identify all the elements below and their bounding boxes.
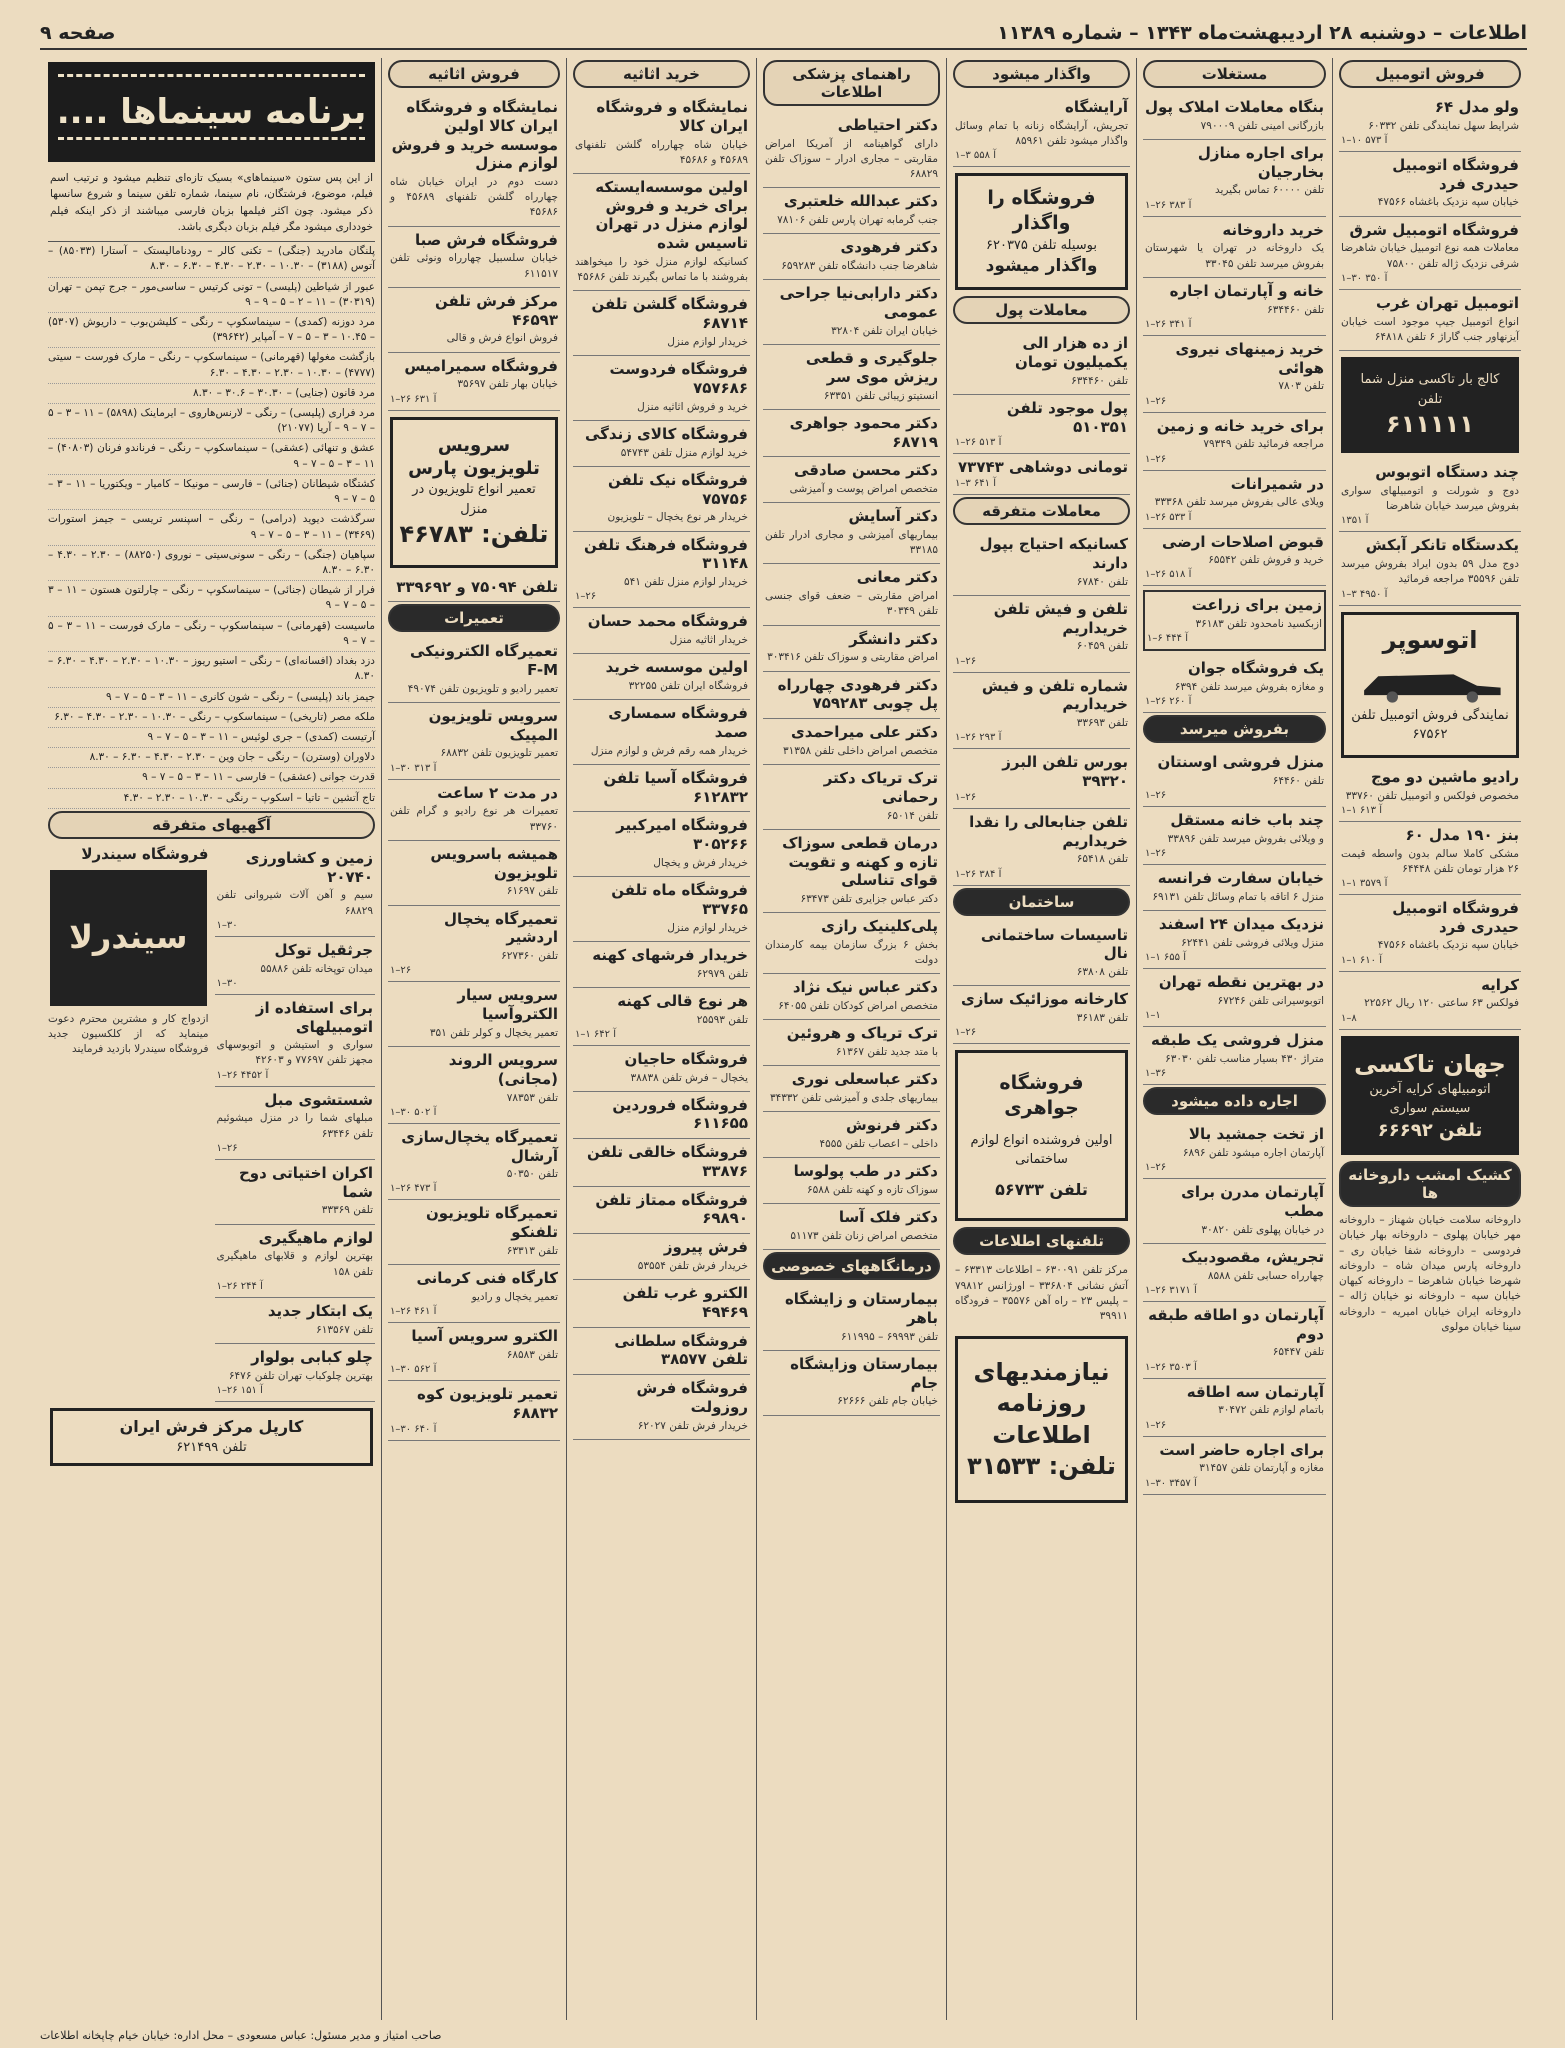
classified-ad: مرکز فرش تلفن ۴۶۵۹۳ فروش انواع فرش و قالی bbox=[388, 288, 560, 353]
classified-ad: همیشه باسرویس تلویزیون تلفن ۶۱۶۹۷ bbox=[388, 841, 560, 906]
section-heading: معاملات متفرقه bbox=[953, 497, 1130, 525]
classified-ad: قبوض اصلاحات ارضی خرید و فروش تلفن ۶۵۵۴۲ ۱–۲۶ آ ۵۱۸ bbox=[1143, 529, 1326, 587]
classified-ad: خیابان سفارت فرانسه منزل ۶ اتاقه با تمام وسائل تلفن ۶۹۱۳۱ bbox=[1143, 865, 1326, 911]
classified-ad: فروشگاه آسیا تلفن ۶۱۲۸۳۲ bbox=[573, 765, 750, 813]
classified-ad: فروشگاه ممتاز تلفن ۶۹۸۹۰ bbox=[573, 1187, 750, 1235]
classified-ad: تعمیر تلویزیون کوه ۶۸۸۳۲ ۱–۳۰ آ ۶۴۰ bbox=[388, 1381, 560, 1441]
car-illustration-icon bbox=[1350, 656, 1510, 706]
classified-ad: سرویس تلویزیون المپیک تعمیر تلویزیون تلفن ۶۸۸۳۲ ۱–۳۰ آ ۳۱۳ bbox=[388, 703, 560, 780]
section-heading: بفروش میرسد bbox=[1143, 715, 1326, 743]
classified-ad: تومانی دوشاهی ۷۳۷۴۳ ۱–۳ آ ۶۴۱ bbox=[953, 454, 1130, 495]
jewelry-store-display-ad: فروشگاه جواهری اولین فروشنده انواع لوازم ساختمانی تلفن ۵۶۷۳۳ bbox=[955, 1050, 1128, 1221]
classified-ad: فروشگاه حاجیان یخچال – فرش تلفن ۳۸۸۳۸ bbox=[573, 1046, 750, 1092]
classified-ad: چند باب خانه مستقل و ویلائی بفروش میرسد تلفن ۳۳۸۹۶ ۱–۲۶ bbox=[1143, 807, 1326, 865]
section-heading: تعمیرات bbox=[388, 604, 560, 632]
classified-ad: تعمیرگاه تلویزیون تلفنکو تلفن ۶۳۳۱۳ bbox=[388, 1200, 560, 1265]
repair-ad-list bbox=[388, 638, 560, 1440]
classifieds-promo-box: نیازمندیهای روزنامه اطلاعات تلفن: ۳۱۵۳۳ bbox=[955, 1336, 1128, 1503]
classified-ad: دکتر محسن صادقی متخصص امراض پوست و آمیزشی bbox=[763, 457, 940, 503]
classified-ad: خانه و آپارتمان اجاره تلفن ۶۳۴۴۶۰ ۱–۲۶ آ ۳۴۱ bbox=[1143, 278, 1326, 336]
carpet-display-ad: کارپل مرکز فرش ایران تلفن ۶۲۱۴۹۹ bbox=[50, 1408, 373, 1466]
classified-ad: بنز ۱۹۰ مدل ۶۰ مشکی کاملا سالم بدون واسطه قیمت ۲۶ هزار تومان تلفن ۶۴۴۴۸ ۱–۱ آ ۳۵۷۹ bbox=[1339, 822, 1521, 895]
classified-ad: خریدار فرشهای کهنه تلفن ۶۲۹۷۹ bbox=[573, 942, 750, 988]
cinema-listing-item: تاج آتشین – تاتیا – اسکوپ – رنگی – ۱۰.۳۰ – ۲.۳۰ – ۴.۳۰ bbox=[48, 789, 375, 809]
classified-ad: خرید داروخانه یک داروخانه در تهران یا شهرستان بفروش میرسد تلفن ۳۳۰۴۵ bbox=[1143, 217, 1326, 278]
sindora-heading: فروشگاه سیندرلا bbox=[81, 844, 209, 863]
column-cinema bbox=[42, 58, 381, 2020]
section-heading: ساختمان bbox=[953, 888, 1130, 916]
classified-ad: از تخت جمشید بالا آپارتمان اجاره میشود تلفن ۶۸۹۶ ۱–۲۶ bbox=[1143, 1121, 1326, 1179]
classified-ad: تعمیرگاه یخچال‌سازی آرشال تلفن ۵۰۳۵۰ ۱–۲۶ آ ۴۷۳ bbox=[388, 1124, 560, 1201]
classified-ad: فروشگاه اتومبیل حیدری فرد خیابان سپه نزدیک باغشاه ۴۷۵۶۶ bbox=[1339, 152, 1521, 217]
classified-ad: چند دستگاه اتوبوس دوج و شورلت و اتومبیلهای سواری بفروش میرسد خیابان شاهرضا آ ۱۳۵۱ bbox=[1339, 459, 1521, 532]
classified-ad: فروشگاه سلطانی تلفن ۳۸۵۷۷ bbox=[573, 1328, 750, 1376]
section-heading: راهنمای پزشکی اطلاعات bbox=[763, 60, 940, 106]
cinema-listing-item: پلنگان مادرید (جنگی) – تکنی کالر – رودنامالیستک – آستارا (۸۵۰۳۳) – آتوس (۳۱۸۸) – ۱۰.۳۰ – ۲.۳۰ – ۴.۳۰ – ۶.۳۰ – ۸.۳۰ bbox=[48, 242, 375, 277]
classified-ad: رادیو ماشین دو موج مخصوص فولکس و اتومبیل تلفن ۳۳۷۶۰ ۱–۱ آ ۶۱۳ bbox=[1339, 764, 1521, 822]
cinema-listing-item: دلاوران (وسترن) – رنگی – جان وین – ۲.۳۰ – ۴.۳۰ – ۶.۳۰ – ۸.۳۰ bbox=[48, 748, 375, 768]
pharmacy-list: داروخانه سلامت خیابان شهناز – داروخانه مهر خیابان پهلوی – داروخانه بهار خیابان فردوسی – داروخانه شفا خیابان ری – داروخانه پارس میدان شاه – داروخانه شهرضا خیابان شاهرضا – داروخانه کیهان خیابان سپه – داروخانه نو خیابان ژاله – داروخانه ایران خیابان امیریه – داروخانه سینا خیابان مولوی bbox=[1339, 1214, 1521, 1333]
cinema-listing-item: مرد فراری (پلیسی) – رنگی – لارنس‌هاروی – ایرماینک (۵۸۹۸) – ۱۱ – ۳ – ۵ – ۷ – ۹ – آریا (۲۱۰۷۷) bbox=[48, 404, 375, 439]
shop-transfer-display-ad: فروشگاه را واگذار بوسیله تلفن ۶۲۰۳۷۵ واگذار میشود bbox=[955, 173, 1128, 290]
classified-ad: آپارتمان سه اطاقه باتمام لوازم تلفن ۳۰۴۷۲ ۱–۲۶ bbox=[1143, 1379, 1326, 1437]
section-heading: تلفنهای اطلاعات bbox=[953, 1227, 1130, 1255]
section-heading: خرید اثاثیه bbox=[573, 60, 750, 88]
classified-ad: اولین موسسه خرید فروشگاه ایران تلفن ۳۲۲۵۵ bbox=[573, 654, 750, 700]
classified-ad: پول موجود تلفن ۵۱۰۳۵۱ ۱–۲۶ آ ۵۱۳ bbox=[953, 395, 1130, 455]
classified-ad: چلو کبابی بولوار بهترین چلوکباب تهران تلفن ۶۴۷۶ ۱–۲۶ آ ۱۵۱ bbox=[215, 1344, 376, 1402]
classified-ad: سرویس سیار الکتروآسیا تعمیر یخچال و کولر تلفن ۳۵۱ bbox=[388, 982, 560, 1047]
classified-ad: بنگاه معاملات املاک پول بازرگانی امینی تلفن ۷۹۰۰۰۹ bbox=[1143, 94, 1326, 140]
classified-ad: دکتر علی میراحمدی متخصص امراض داخلی تلفن ۳۱۳۵۸ bbox=[763, 719, 940, 765]
classified-ad: یک فروشگاه جوان و مغازه بفروش میرسد تلفن ۶۳۹۴ ۱–۲۶ آ ۲۶۰ bbox=[1143, 655, 1326, 713]
classified-ad: برای خرید خانه و زمین مراجعه فرمائید تلفن ۷۹۳۴۹ ۱–۲۶ bbox=[1143, 413, 1326, 471]
cinema-banner: برنامه سینماها .... bbox=[48, 62, 375, 162]
section-heading: فروش اثاثیه bbox=[388, 60, 560, 88]
classified-ad: جلوگیری و قطعی ریزش موی سر انستیتو زیبائی تلفن ۶۳۳۵۱ bbox=[763, 345, 940, 410]
cinema-listing-item: کشتگاه شیطانان (جنائی) – فارسی – مونیکا – کامیار – ویکتوریا – ۱۱ – ۳ – ۵ – ۷ – ۹ bbox=[48, 475, 375, 510]
section-heading: درمانگاههای خصوصی bbox=[763, 1252, 940, 1280]
classified-ad: دکتر فرهودی چهارراه پل چوبی ۷۵۹۲۸۳ bbox=[763, 672, 940, 720]
classified-ad: تلفن جنابعالی را نقدا خریداریم تلفن ۶۵۴۱۸ ۱–۲۶ آ ۳۸۴ bbox=[953, 809, 1130, 886]
classified-ad: دکتر معانی امراض مقاربتی – ضعف قوای جنسی تلفن ۳۰۳۴۹ bbox=[763, 564, 940, 625]
taxi-display-ad: کالج بار تاکسی منزل شما تلفن ۶۱۱۱۱۱ bbox=[1341, 357, 1519, 453]
column-buying-furniture bbox=[566, 58, 756, 2020]
cinema-listing-item: سرگذشت دیوید (درامی) – رنگی – اسپنسر تریسی – جیمز استورات (۳۴۶۹) – ۱۱ – ۳ – ۵ – ۷ – ۹ bbox=[48, 510, 375, 545]
sindora-area: فروشگاه سیندرلا سیندرلا ازدواج کار و مشترین محترم دعوت مینماید که از کلکسیون جدید فروشگاه سیندرلا بازدید فرمایند bbox=[48, 844, 209, 1056]
classified-ad: کسانیکه احتیاج بپول دارند تلفن ۶۷۸۴۰ bbox=[953, 531, 1130, 596]
masthead bbox=[40, 18, 1527, 50]
cinema-listing-item: ماسیست (قهرمانی) – سینماسکوپ – رنگی – مارک فورست – ۱۱ – ۳ – ۵ – ۷ – ۹ bbox=[48, 617, 375, 652]
issue-line: اطلاعات – دوشنبه ۲۸ اردیبهشت‌ماه ۱۳۴۳ – شماره ۱۱۳۸۹ bbox=[997, 22, 1527, 44]
classified-ad: کرایه فولکس ۶۳ ساعتی ۱۲۰ ریال ۲۲۵۶۲ ۱–۸ bbox=[1339, 972, 1521, 1030]
classified-ad: بورس تلفن البرز ۳۹۳۲۰ ۱–۲۶ bbox=[953, 749, 1130, 809]
classified-ad: تاسیسات ساختمانی نال تلفن ۶۳۸۰۸ bbox=[953, 922, 1130, 987]
classified-ad: دکتر فرهودی شاهرضا جنب دانشگاه تلفن ۶۵۹۲۸۳ bbox=[763, 234, 940, 280]
classified-ad: الکترو غرب تلفن ۴۹۴۶۹ bbox=[573, 1280, 750, 1328]
classified-ad: منزل فروشی یک طبقه متراژ ۴۳۰ بسیار مناسب تلفن ۶۳۰۳۰ ۱–۳۶ bbox=[1143, 1027, 1326, 1085]
classified-ad: آرایشگاه تجریش، آرایشگاه زنانه با تمام وسائل واگذار میشود تلفن ۸۵۹۶۱ ۱–۳ آ ۵۵۸ bbox=[953, 94, 1130, 167]
classified-ad: اولین موسسه‌ایستکه برای خرید و فروش لوازم منزل در تهران تاسیس شده کسانیکه لوازم منزل خود را میخواهند بفروشند با ما تماس بگیرند تلفن ۴۵۶۸۶ bbox=[573, 174, 750, 291]
misc-ads-area bbox=[48, 845, 375, 1402]
classified-ad: الکترو سرویس آسیا تلفن ۶۸۵۸۳ ۱–۳۰ آ ۵۶۲ bbox=[388, 1323, 560, 1381]
classified-ad: یکدستگاه تانکر آبکش دوج مدل ۵۹ بدون ایراد بفروش میرسد تلفن ۳۵۵۹۶ مراجعه فرمائید ۱–۳ آ ۴۹۵۰ bbox=[1339, 532, 1521, 605]
classified-ad: فروشگاه اتومبیل حیدری فرد خیابان سپه نزدیک باغشاه ۴۷۵۶۶ ۱–۱ آ ۶۱۰ bbox=[1339, 895, 1521, 972]
page-number: صفحه ۹ bbox=[40, 22, 116, 44]
classified-ad: فروشگاه امیرکبیر ۳۰۵۲۶۶ خریدار فرش و یخچال bbox=[573, 812, 750, 877]
classified-ad: اتومبیل تهران غرب انواع اتومبیل جیپ موجود است خیابان آیزنهاور جنب گاراژ ۶ تلفن ۶۴۸۱۸ bbox=[1339, 290, 1521, 351]
classified-ad: اکران اختیاتی دوح شما تلفن ۳۳۳۶۹ bbox=[215, 1160, 376, 1225]
column-transfers bbox=[946, 58, 1136, 2020]
classified-ad: زمین و کشاورزی ۲۰۷۴۰ سیم و آهن آلات شیروانی تلفن ۶۸۸۲۹ ۱–۳۰ bbox=[215, 845, 376, 937]
classified-ad: نمایشگاه و فروشگاه ایران کالا اولین موسسه خرید و فروش لوازم منزل دست دوم در ایران خیابان شاه چهارراه گلشن تلفنهای ۴۵۶۸۹ و ۴۵۶۸۶ bbox=[388, 94, 560, 227]
cinema-intro: از این پس ستون «سینماهای» بسیک تازه‌ای تنظیم میشود و ترتیب اسم فیلم، موضوع، فرشتگان، نام سینما، شماره تلفن سینما و شروع سانسها ذکر میشود. چون اکثر فیلمها بزبان فارسی میباشند از ذکر اینکه فیلم خودداری میشود مگر فیلم بزبان دیگری باشد. bbox=[48, 168, 375, 242]
classified-ad: دکتر احتیاطی دارای گواهینامه از آمریکا امراض مقاربتی – مجاری ادرار – سوزاک تلفن ۶۸۸۲۹ bbox=[763, 112, 940, 188]
section-heading: معاملات پول bbox=[953, 296, 1130, 324]
info-phone-list: مرکز تلفن ۶۳۰۰۹۱ – اطلاعات ۶۳۳۱۳ – آتش نشانی ۳۳۶۸۰۴ – اورژانس ۷۹۸۱۲ – پلیس ۲۳ – راه آهن ۳۵۵۷۶ – فرودگاه ۳۹۹۱۱ bbox=[955, 1264, 1128, 1323]
classified-ad: در مدت ۲ ساعت تعمیرات هر نوع رادیو و گرام تلفن ۳۳۷۶۰ bbox=[388, 780, 560, 841]
classified-ad: جرثقیل توکل میدان توپخانه تلفن ۵۵۸۸۶ ۱–۳۰ bbox=[215, 937, 376, 995]
classified-ad: دکتر محمود جواهری ۶۸۷۱۹ bbox=[763, 410, 940, 458]
classified-ad: فروشگاه اتومبیل شرق معاملات همه نوع اتومبیل خیابان شاهرضا شرقی نزدیک ژاله تلفن ۷۵۸۰۰ ۱–۳۰ آ ۳۵۰ bbox=[1339, 217, 1521, 290]
classified-ad: یک ابتکار جدید تلفن ۶۱۳۵۶۷ bbox=[215, 1298, 376, 1344]
classified-ad: از ده هزار الی یکمیلیون تومان تلفن ۶۳۴۴۶۰ bbox=[953, 330, 1130, 395]
classified-ad: ترک تریاک و هروئین با متد جدید تلفن ۶۱۳۶۷ bbox=[763, 1020, 940, 1066]
classified-ad: فروشگاه محمد حسان خریدار اثاثیه منزل bbox=[573, 608, 750, 654]
classified-ad: برای استفاده از اتومبیلهای سواری و استیشن و اتوبوسهای مجهز تلفن ۷۷۶۹۷ و ۴۲۶۰۳ ۱–۲۶ آ ۴۴۵۲ bbox=[215, 995, 376, 1087]
section-heading: فروش اتومبیل bbox=[1339, 60, 1521, 88]
cinema-listing-item: عبور از شیاطین (پلیسی) – تونی کرتیس – ساسی‌مور – جرج تپمن – تهران (۳۰۳۱۹) – ۱۱ – ۲ – ۵ – ۹ – ۹ bbox=[48, 278, 375, 313]
classified-ad: فروشگاه خالقی تلفن ۳۳۸۷۶ bbox=[573, 1139, 750, 1187]
classified-ad: فروشگاه سمساری صمد خریدار همه رقم فرش و لوازم منزل bbox=[573, 700, 750, 765]
classified-ad: شماره تلفن و فیش خریداریم تلفن ۳۳۶۹۳ ۱–۲۶ آ ۲۹۳ bbox=[953, 673, 1130, 750]
classified-ad: فروشگاه فردوست ۷۵۷۶۸۶ خرید و فروش اثاثیه منزل bbox=[573, 356, 750, 421]
publisher-footer: صاحب امتیاز و مدیر مسئول: عباس مسعودی – محل اداره: خیابان خیام چاپخانه اطلاعات bbox=[40, 2029, 442, 2042]
classified-ad: لوازم ماهیگیری بهترین لوازم و قلابهای ماهیگیری تلفن ۱۵۸ ۱–۲۶ آ ۲۴۴ bbox=[215, 1225, 376, 1298]
column-selling-furniture bbox=[381, 58, 566, 2020]
cinema-listing-item: دزد بغداد (افسانه‌ای) – رنگی – استیو ریوز – ۱۰.۳۰ – ۲.۳۰ – ۴.۳۰ – ۶.۳۰ – ۸.۳۰ bbox=[48, 652, 375, 687]
classified-ad: نزدیک میدان ۲۴ اسفند منزل ویلائی فروشی تلفن ۶۲۴۴۱ ۱–۱ آ ۶۵۵ bbox=[1143, 911, 1326, 969]
classified-ad: فروشگاه نیک تلفن ۷۵۷۵۶ خریدار هر نوع یخچال – تلویزیون bbox=[573, 467, 750, 532]
column-medical-guide bbox=[756, 58, 946, 2020]
classified-ad: برای اجاره منازل بخارجیان تلفن ۶۰۰۰۰ تماس بگیرید ۱–۲۶ آ ۳۸۳ bbox=[1143, 140, 1326, 217]
cinema-listing-item: سپاهیان (جنگی) – رنگی – سونی‌سیتی – نوروی (۸۸۲۵۰) – ۲.۳۰ – ۴.۳۰ – ۶.۳۰ – ۸.۳۰ bbox=[48, 546, 375, 581]
cinema-listing-item: بازگشت مغولها (قهرمانی) – سینماسکوپ – رنگی – مارک فورست – سیتی (۴۷۷۷) – ۱۰.۳۰ – ۲.۳۰ – ۴.۳۰ – ۶.۳۰ bbox=[48, 348, 375, 383]
classified-ad: بیمارستان و زایشگاه باهر تلفن ۶۹۹۹۳ – ۶۱۱۹۹۵ bbox=[763, 1286, 940, 1351]
classified-ad: فروشگاه فرش روزولت خریدار فرش تلفن ۶۲۰۲۷ bbox=[573, 1375, 750, 1440]
cinema-listing-item: مرد قانون (جنایی) – ۳۰.۳۰ – ۳۰.۶ – ۸.۳۰ bbox=[48, 384, 375, 404]
classified-ad: دکتر آسایش بیماریهای آمیزشی و مجاری ادرار تلفن ۳۳۱۸۵ bbox=[763, 503, 940, 564]
column-car-sales bbox=[1332, 58, 1527, 2020]
classified-ad: دکتر دانشگر امراض مقاربتی و سوزاک تلفن ۳۰۳۴۱۶ bbox=[763, 626, 940, 672]
classified-ad: کارگاه فنی کرمانی تعمیر یخچال و رادیو ۱–۲۶ آ ۴۶۱ bbox=[388, 1265, 560, 1323]
column-real-estate bbox=[1136, 58, 1332, 2020]
classified-ad: فروشگاه فروردین ۶۱۱۶۵۵ bbox=[573, 1092, 750, 1140]
classified-ad: دکتر فلک آسا متخصص امراض زنان تلفن ۵۱۱۷۳ bbox=[763, 1204, 940, 1250]
buying-ad-list bbox=[573, 94, 750, 1440]
columns bbox=[40, 58, 1527, 2020]
classified-ad: در بهترین نقطه تهران اتوبوسیرانی تلفن ۶۷۲۴۶ ۱–۱ bbox=[1143, 969, 1326, 1027]
classified-ad: زمین برای زراعت ازبکسید نامحدود تلفن ۳۶۱۸۳ ۱–۶ آ ۴۴۴ bbox=[1143, 590, 1326, 651]
classified-ad: دکتر عباسعلی نوری بیماریهای جلدی و آمیزشی تلفن ۳۴۳۳۲ bbox=[763, 1066, 940, 1112]
classified-ad: دکتر فرنوش داخلی – اعصاب تلفن ۴۵۵۵ bbox=[763, 1112, 940, 1158]
classified-ad: دکتر در طب پولوسا سوزاک تازه و کهنه تلفن ۶۵۸۸ bbox=[763, 1158, 940, 1204]
section-heading: کشیک امشب داروخانه ها bbox=[1339, 1161, 1521, 1207]
autosuper-display-ad: اتوسوپر نمایندگی فروش اتومبیل تلفن ۶۷۵۶۲ bbox=[1341, 612, 1519, 758]
classified-ad: فرش پیروز خریدار فرش تلفن ۵۳۵۵۴ bbox=[573, 1234, 750, 1280]
classified-ad: منزل فروشی اوسنتان تلفن ۶۴۴۶۰ ۱–۲۶ bbox=[1143, 749, 1326, 807]
jahan-taxi-display-ad: جهان تاکسی اتومبیلهای کرایه آخرین سیستم سواری تلفن ۶۶۶۹۲ bbox=[1341, 1036, 1519, 1156]
section-heading: اجاره داده میشود bbox=[1143, 1087, 1326, 1115]
classified-ad: خرید زمینهای نیروی هوائی تلفن ۷۸۰۳ ۱–۲۶ bbox=[1143, 336, 1326, 413]
cinema-listing-item: ملکه مصر (تاریخی) – سینماسکوپ – رنگی – ۱۰.۳۰ – ۲.۳۰ – ۴.۳۰ – ۶.۳۰ bbox=[48, 708, 375, 728]
classified-ad: تجریش، مقصودبیک چهارراه حسابی تلفن ۸۵۸۸ ۱–۲۶ آ ۳۱۷۱ bbox=[1143, 1244, 1326, 1302]
classified-ad: فروشگاه ماه تلفن ۳۳۷۶۵ خریدار لوازم منزل bbox=[573, 877, 750, 942]
classified-ad: ولو مدل ۶۴ شرایط سهل نمایندگی تلفن ۶۰۳۳۲ ۱–۱۰ آ ۵۷۳ bbox=[1339, 94, 1521, 152]
classified-ad: پلی‌کلینیک رازی بخش ۶ بزرگ سازمان بیمه کارمندان دولت bbox=[763, 913, 940, 974]
classified-ad: تعمیرگاه یخچال اردشیر تلفن ۶۲۷۳۶۰ ۱–۲۶ bbox=[388, 906, 560, 983]
misc-ad-list bbox=[215, 845, 376, 1402]
section-heading: آگهیهای متفرقه bbox=[48, 811, 375, 839]
classified-ad: آپارتمان دو اطاقه طبقه دوم تلفن ۶۵۴۴۷ ۱–۲۶ آ ۳۵۰۳ bbox=[1143, 1302, 1326, 1379]
classified-ad: دکتر دارابی‌نیا جراحی عمومی خیابان ایران تلفن ۳۲۸۰۴ bbox=[763, 280, 940, 345]
classified-ad: نمایشگاه و فروشگاه ایران کالا خیابان شاه چهارراه گلشن تلفنهای ۴۵۶۸۹ و ۴۵۶۸۶ bbox=[573, 94, 750, 174]
classified-ad: ترک تریاک دکتر رحمانی تلفن ۶۵۰۱۴ bbox=[763, 765, 940, 830]
classified-ad: کارخانه موزائیک سازی تلفن ۳۶۱۸۳ ۱–۲۶ bbox=[953, 986, 1130, 1044]
tv-service-display-ad: سرویس تلویزیون پارس تعمیر انواع تلویزیون در منزل تلفن: ۴۶۷۸۳ bbox=[390, 417, 558, 568]
classified-ad: برای اجاره حاضر است مغازه و آپارتمان تلفن ۳۱۴۵۷ ۱–۳۰ آ ۳۴۵۷ bbox=[1143, 1437, 1326, 1495]
classified-ad: هر نوع قالی کهنه تلفن ۲۵۵۹۳ ۱–۱ آ ۶۴۲ bbox=[573, 988, 750, 1046]
classified-ad: تعمیرگاه الکترونیکی F-M تعمیر رادیو و تلویزیون تلفن ۴۹۰۷۴ bbox=[388, 638, 560, 703]
medical-ad-list bbox=[763, 112, 940, 1250]
classified-ad: فروشگاه کالای زندگی خرید لوازم منزل تلفن ۵۴۷۴۳ bbox=[573, 421, 750, 467]
classified-ad: دکتر عبدالله خلعتبری جنب گرمابه تهران پارس تلفن ۷۸۱۰۶ bbox=[763, 188, 940, 234]
classified-ad: فروشگاه فرش صبا خیابان سلسبیل چهارراه ونوئی تلفن ۶۱۱۵۱۷ bbox=[388, 227, 560, 288]
classified-ad: فروشگاه سمیرامیس خیابان بهار تلفن ۳۵۶۹۷ ۱–۲۶ آ ۶۳۱ bbox=[388, 353, 560, 411]
cinema-listing-item: مرد دوزنه (کمدی) – سینماسکوپ – رنگی – کلیشن‌بوب – داریوش (۵۳۰۷) – ۱۰.۴۵ – ۳ – ۵ – ۷ – آمپایر (۳۹۶۴۲) bbox=[48, 313, 375, 348]
classified-ad: سرویس الروند (مجانی) تلفن ۷۸۳۵۳ ۱–۳۰ آ ۵۰۲ bbox=[388, 1047, 560, 1124]
section-heading: واگذار میشود bbox=[953, 60, 1130, 88]
classified-ad: تلفن ۷۵۰۹۴ و ۳۳۹۶۹۲ bbox=[388, 574, 560, 603]
cinema-listing-item: آرتیست (کمدی) – جری لوئیس – ۱۱ – ۳ – ۵ – ۷ – ۹ bbox=[48, 728, 375, 748]
cinema-listing-item: عشق و تنهائی (عشقی) – سینماسکوپ – رنگی – فرناندو فرنان (۴۰۸۰۳) – ۱۱ – ۳ – ۵ – ۷ – ۹ bbox=[48, 439, 375, 474]
classified-ad: تلفن و فیش تلفن خریداریم تلفن ۶۰۴۵۹ ۱–۲۶ bbox=[953, 596, 1130, 673]
classified-ad: شستشوی مبل مبلهای شما را در منزل میشوئیم تلفن ۶۳۴۴۶ ۱–۲۶ bbox=[215, 1087, 376, 1160]
sindora-display-ad: سیندرلا bbox=[50, 870, 207, 1006]
classified-ad: آپارتمان مدرن برای مطب در خیابان پهلوی تلفن ۳۰۸۲۰ bbox=[1143, 1179, 1326, 1244]
section-heading: مستغلات bbox=[1143, 60, 1326, 88]
cinema-listing-item: جیمز باند (پلیسی) – رنگی – شون کانری – ۱۱ – ۳ – ۵ – ۷ – ۹ bbox=[48, 688, 375, 708]
classified-ad: درمان قطعی سوزاک تازه و کهنه و تقویت قوای تناسلی دکتر عباس جزایری تلفن ۶۳۴۷۳ bbox=[763, 830, 940, 913]
cinema-listing-item: فرار از شیطان (جنائی) – سینماسکوپ – رنگی – چارلتون هستون – ۱۱ – ۳ – ۵ – ۷ – ۹ bbox=[48, 581, 375, 616]
classified-ad: در شمیرانات ویلای عالی بفروش میرسد تلفن ۳۳۳۶۸ ۱–۲۶ آ ۵۳۳ bbox=[1143, 471, 1326, 529]
cinema-listing-item: قدرت جوانی (عشقی) – فارسی – ۱۱ – ۳ – ۵ – ۷ – ۹ bbox=[48, 768, 375, 788]
classified-ad: فروشگاه گلشن تلفن ۶۸۷۱۴ خریدار لوازم منزل bbox=[573, 291, 750, 356]
classified-ad: فروشگاه فرهنگ تلفن ۳۱۱۴۸ خریدار لوازم منزل تلفن ۵۴۱ ۱–۲۶ bbox=[573, 532, 750, 609]
cinema-listing bbox=[48, 242, 375, 809]
classified-ad: دکتر عباس نیک نژاد متخصص امراض کودکان تلفن ۶۴۰۵۵ bbox=[763, 974, 940, 1020]
classified-ad: بیمارستان وزایشگاه جام خیابان جام تلفن ۶۲۶۶۶ bbox=[763, 1351, 940, 1416]
